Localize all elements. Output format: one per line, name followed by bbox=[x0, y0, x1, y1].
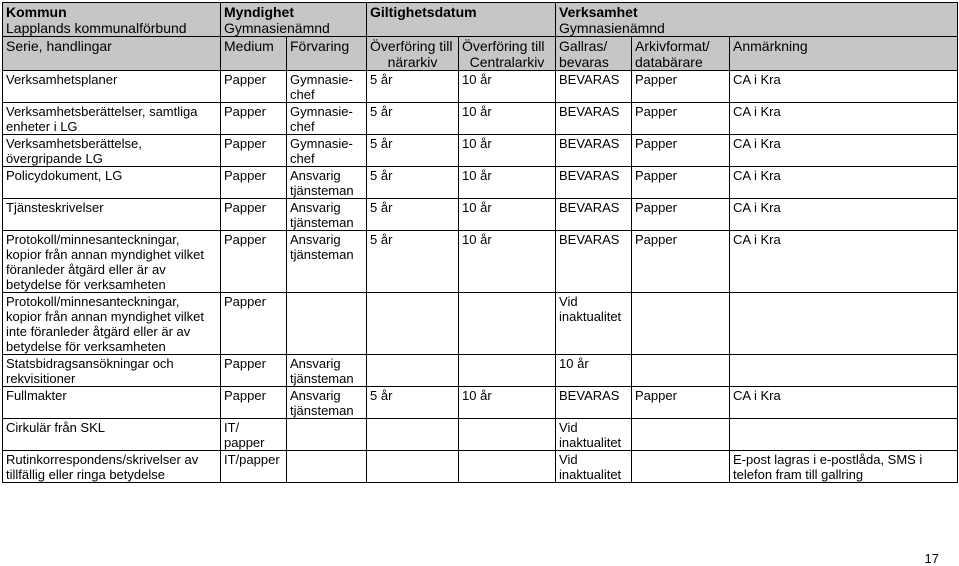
cell-central bbox=[459, 293, 556, 355]
cell-anmarkning: E-post lagras i e-postlåda, SMS i telefon fram till gallring bbox=[730, 451, 958, 483]
cell-arkivformat bbox=[632, 451, 730, 483]
cell-medium: Papper bbox=[221, 103, 287, 135]
cell-arkivformat: Papper bbox=[632, 231, 730, 293]
cell-central: 10 år bbox=[459, 135, 556, 167]
cell-forvaring: Ansvarig tjänsteman bbox=[287, 167, 367, 199]
cell-forvaring bbox=[287, 451, 367, 483]
cell-serie: Fullmakter bbox=[3, 387, 221, 419]
cell-gallras: BEVARAS bbox=[556, 71, 632, 103]
verksamhet-cell bbox=[556, 3, 958, 37]
cell-anmarkning bbox=[730, 419, 958, 451]
table-row bbox=[3, 355, 958, 387]
cell-nararkiv bbox=[367, 451, 459, 483]
myndighet-label: Myndighet bbox=[224, 4, 294, 20]
cell-anmarkning: CA i Kra bbox=[730, 167, 958, 199]
cell-anmarkning: CA i Kra bbox=[730, 231, 958, 293]
cell-gallras: Vid inaktualitet bbox=[556, 293, 632, 355]
table-row bbox=[3, 167, 958, 199]
cell-nararkiv: 5 år bbox=[367, 135, 459, 167]
kommun-label: Kommun bbox=[6, 4, 67, 20]
table-row bbox=[3, 419, 958, 451]
page-number: 17 bbox=[924, 551, 939, 566]
cell-arkivformat: Papper bbox=[632, 167, 730, 199]
cell-forvaring: Ansvarig tjänsteman bbox=[287, 387, 367, 419]
cell-serie: Verksamhetsplaner bbox=[3, 71, 221, 103]
cell-gallras: Vid inaktualitet bbox=[556, 451, 632, 483]
cell-anmarkning: CA i Kra bbox=[730, 71, 958, 103]
giltighet-cell bbox=[367, 3, 556, 37]
col-forvaring: Förvaring bbox=[287, 37, 367, 71]
cell-serie: Verksamhetsberättelse, övergripande LG bbox=[3, 135, 221, 167]
table-row bbox=[3, 199, 958, 231]
cell-arkivformat: Papper bbox=[632, 103, 730, 135]
cell-central: 10 år bbox=[459, 387, 556, 419]
col-anmarkning: Anmärkning bbox=[730, 37, 958, 71]
cell-nararkiv: 5 år bbox=[367, 103, 459, 135]
cell-central bbox=[459, 419, 556, 451]
retention-table bbox=[2, 2, 958, 483]
table-row bbox=[3, 231, 958, 293]
myndighet-cell bbox=[221, 3, 367, 37]
cell-medium: Papper bbox=[221, 355, 287, 387]
cell-arkivformat: Papper bbox=[632, 71, 730, 103]
myndighet-value: Gymnasienämnd bbox=[224, 20, 330, 36]
cell-forvaring bbox=[287, 293, 367, 355]
cell-gallras: Vid inaktualitet bbox=[556, 419, 632, 451]
cell-gallras: BEVARAS bbox=[556, 167, 632, 199]
giltighet-label: Giltighetsdatum bbox=[370, 4, 477, 20]
cell-medium: Papper bbox=[221, 135, 287, 167]
cell-nararkiv: 5 år bbox=[367, 199, 459, 231]
verksamhet-label: Verksamhet bbox=[559, 4, 638, 20]
cell-arkivformat: Papper bbox=[632, 135, 730, 167]
cell-serie: Tjänsteskrivelser bbox=[3, 199, 221, 231]
cell-arkivformat: Papper bbox=[632, 199, 730, 231]
cell-gallras: 10 år bbox=[556, 355, 632, 387]
kommun-value: Lapplands kommunalförbund bbox=[6, 20, 187, 36]
kommun-cell bbox=[3, 3, 221, 37]
cell-nararkiv: 5 år bbox=[367, 71, 459, 103]
cell-nararkiv bbox=[367, 293, 459, 355]
cell-gallras: BEVARAS bbox=[556, 387, 632, 419]
cell-central bbox=[459, 451, 556, 483]
cell-medium: Papper bbox=[221, 167, 287, 199]
cell-serie: Rutinkorrespondens/skrivelser av tillfällig eller ringa betydelse bbox=[3, 451, 221, 483]
cell-anmarkning: CA i Kra bbox=[730, 135, 958, 167]
cell-forvaring: Ansvarig tjänsteman bbox=[287, 199, 367, 231]
cell-anmarkning bbox=[730, 293, 958, 355]
cell-medium: Papper bbox=[221, 199, 287, 231]
cell-serie: Protokoll/minnesanteckningar, kopior från annan myndighet vilket föranleder åtgärd eller är av betydelse för verksamheten bbox=[3, 231, 221, 293]
cell-gallras: BEVARAS bbox=[556, 231, 632, 293]
col-arkivformat: Arkivformat/ databärare bbox=[632, 37, 730, 71]
cell-nararkiv bbox=[367, 355, 459, 387]
cell-serie: Protokoll/minnesanteckningar, kopior från annan myndighet vilket inte föranleder åtgärd eller är av betydelse för verksamheten bbox=[3, 293, 221, 355]
column-header-row bbox=[3, 37, 958, 71]
cell-nararkiv bbox=[367, 419, 459, 451]
table-row bbox=[3, 103, 958, 135]
cell-anmarkning: CA i Kra bbox=[730, 199, 958, 231]
cell-arkivformat bbox=[632, 419, 730, 451]
cell-forvaring: Ansvarig tjänsteman bbox=[287, 231, 367, 293]
cell-medium: IT/ papper bbox=[221, 419, 287, 451]
cell-serie: Cirkulär från SKL bbox=[3, 419, 221, 451]
cell-gallras: BEVARAS bbox=[556, 199, 632, 231]
cell-forvaring: Ansvarig tjänsteman bbox=[287, 355, 367, 387]
cell-medium: Papper bbox=[221, 71, 287, 103]
cell-anmarkning: CA i Kra bbox=[730, 103, 958, 135]
cell-medium: Papper bbox=[221, 293, 287, 355]
col-serie: Serie, handlingar bbox=[3, 37, 221, 71]
cell-central: 10 år bbox=[459, 167, 556, 199]
cell-forvaring: Gymnasie-chef bbox=[287, 71, 367, 103]
header-row bbox=[3, 3, 958, 37]
cell-central bbox=[459, 355, 556, 387]
cell-medium: Papper bbox=[221, 387, 287, 419]
cell-medium: Papper bbox=[221, 231, 287, 293]
cell-nararkiv: 5 år bbox=[367, 231, 459, 293]
table-row bbox=[3, 451, 958, 483]
cell-nararkiv: 5 år bbox=[367, 167, 459, 199]
cell-gallras: BEVARAS bbox=[556, 103, 632, 135]
verksamhet-value: Gymnasienämnd bbox=[559, 20, 665, 36]
cell-nararkiv: 5 år bbox=[367, 387, 459, 419]
cell-central: 10 år bbox=[459, 103, 556, 135]
cell-forvaring bbox=[287, 419, 367, 451]
cell-forvaring: Gymnasie-chef bbox=[287, 135, 367, 167]
cell-gallras: BEVARAS bbox=[556, 135, 632, 167]
cell-arkivformat bbox=[632, 355, 730, 387]
cell-arkivformat: Papper bbox=[632, 387, 730, 419]
table-row bbox=[3, 387, 958, 419]
cell-anmarkning bbox=[730, 355, 958, 387]
cell-central: 10 år bbox=[459, 71, 556, 103]
cell-anmarkning: CA i Kra bbox=[730, 387, 958, 419]
table-body bbox=[3, 71, 958, 483]
col-nararkiv: Överföring till närarkiv bbox=[367, 37, 459, 71]
col-medium: Medium bbox=[221, 37, 287, 71]
cell-serie: Statsbidragsansökningar och rekvisitioner bbox=[3, 355, 221, 387]
table-row bbox=[3, 71, 958, 103]
col-central: Överföring till Centralarkiv bbox=[459, 37, 556, 71]
cell-forvaring: Gymnasie-chef bbox=[287, 103, 367, 135]
cell-central: 10 år bbox=[459, 199, 556, 231]
table-row bbox=[3, 135, 958, 167]
table-row bbox=[3, 293, 958, 355]
col-gallras: Gallras/ bevaras bbox=[556, 37, 632, 71]
cell-medium: IT/papper bbox=[221, 451, 287, 483]
cell-serie: Verksamhetsberättelser, samtliga enheter i LG bbox=[3, 103, 221, 135]
cell-central: 10 år bbox=[459, 231, 556, 293]
cell-serie: Policydokument, LG bbox=[3, 167, 221, 199]
cell-arkivformat bbox=[632, 293, 730, 355]
